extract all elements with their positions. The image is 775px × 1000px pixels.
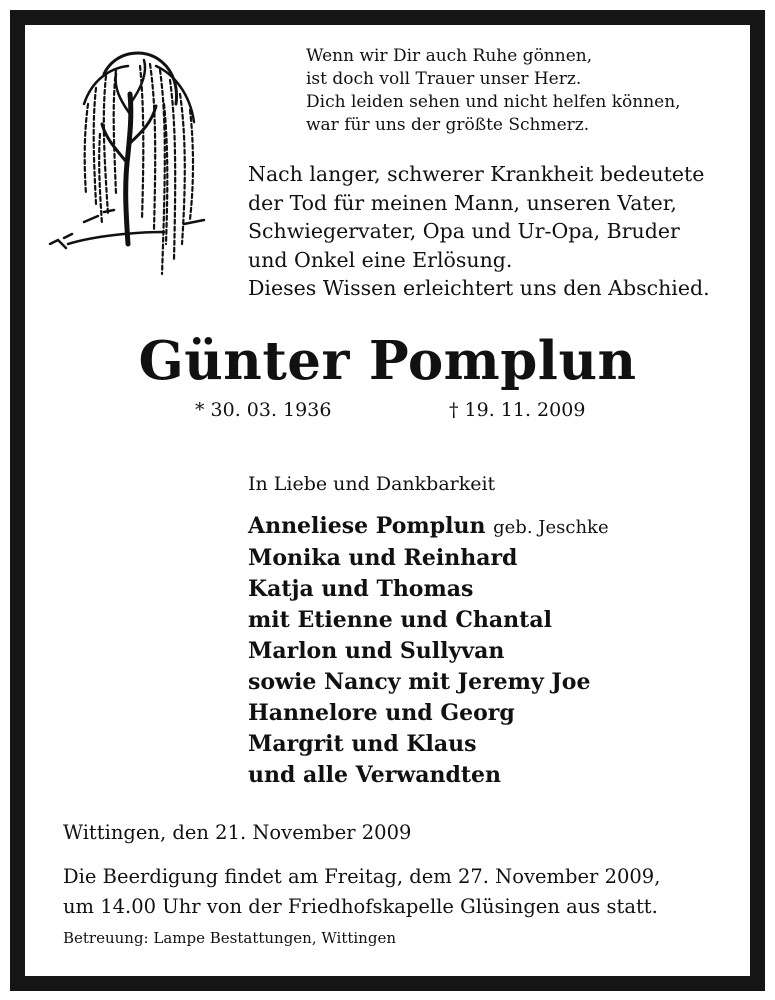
poem-line: Dich leiden sehen und nicht helfen können, (306, 92, 681, 112)
intro-line: Dieses Wissen erleichtert uns den Abschied. (248, 276, 710, 300)
family-line: Hannelore und Georg (248, 700, 515, 726)
family-line: mit Etienne und Chantal (248, 607, 552, 633)
birth-date: * 30. 03. 1936 (195, 399, 332, 421)
funeral-home: Betreuung: Lampe Bestattungen, Wittingen (63, 929, 396, 947)
family-line-first (248, 511, 609, 543)
family-line: Katja und Thomas (248, 576, 474, 602)
family-line: Marlon und Sullyvan (248, 638, 505, 664)
funeral-line: Die Beerdigung findet am Freitag, dem 27. November 2009, (63, 865, 661, 888)
thanks-line: In Liebe und Dankbarkeit (248, 473, 496, 495)
family-line: Margrit und Klaus (248, 731, 477, 757)
family-first-name: Anneliese Pomplun (248, 513, 486, 539)
place-date: Wittingen, den 21. November 2009 (63, 821, 412, 844)
poem-line: ist doch voll Trauer unser Herz. (306, 69, 582, 89)
intro-line: und Onkel eine Erlösung. (248, 247, 513, 272)
intro-line: der Tod für meinen Mann, unseren Vater, (248, 190, 677, 215)
family-first-note: geb. Jeschke (493, 517, 609, 538)
death-date: † 19. 11. 2009 (449, 399, 586, 421)
weeping-willow-icon (44, 44, 212, 284)
intro-line: Schwiegervater, Opa und Ur-Opa, Bruder (248, 219, 680, 243)
funeral-info (63, 862, 660, 922)
intro-line: Nach langer, schwerer Krankheit bedeutete (248, 162, 705, 186)
family-line: Monika und Reinhard (248, 545, 518, 571)
poem-line: Wenn wir Dir auch Ruhe gönnen, (306, 46, 593, 66)
funeral-line: um 14.00 Uhr von der Friedhofskapelle Glüsingen aus statt. (63, 895, 658, 918)
intro-text (248, 160, 710, 303)
family-list (248, 511, 609, 791)
family-line: und alle Verwandten (248, 762, 502, 788)
deceased-name: Günter Pomplun (138, 330, 637, 392)
poem (306, 45, 681, 137)
family-line: sowie Nancy mit Jeremy Joe (248, 669, 591, 695)
poem-line: war für uns der größte Schmerz. (306, 115, 590, 135)
